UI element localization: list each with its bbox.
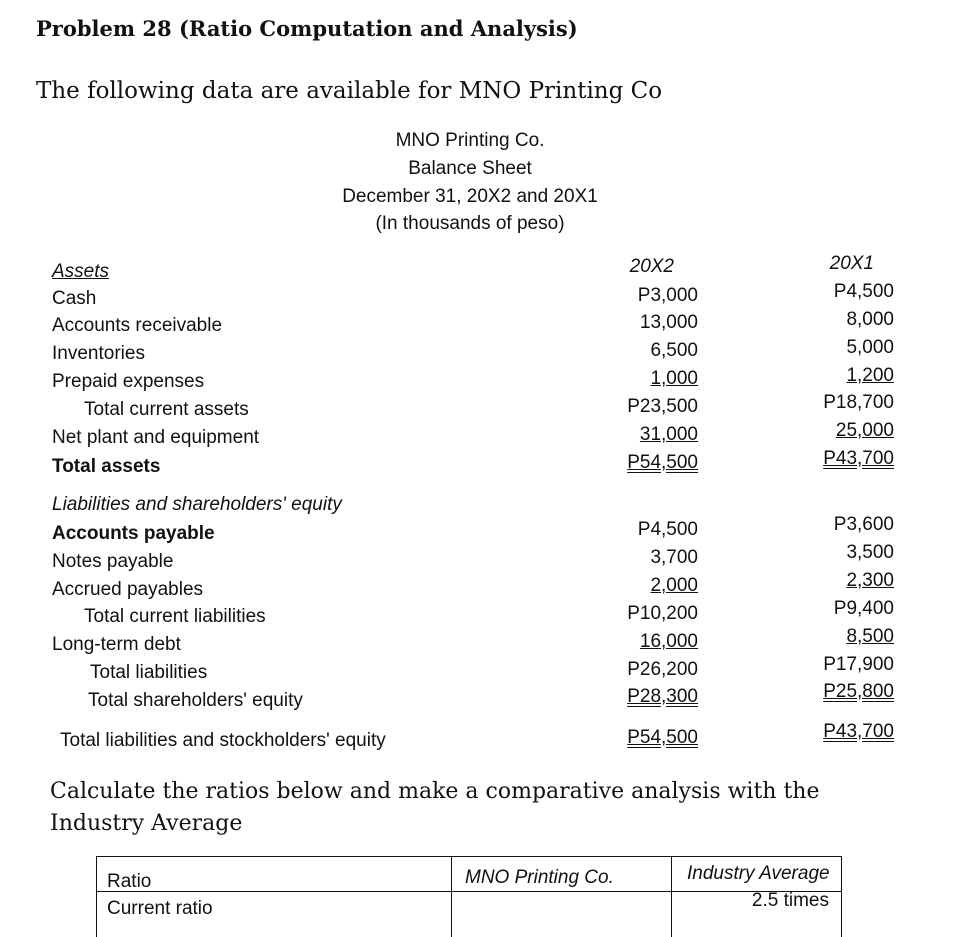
cash-20x2: P3,000 — [637, 285, 698, 306]
total-liabilities-20x2: P26,200 — [627, 659, 698, 680]
column-header-20x1: 20X1 — [829, 253, 874, 274]
table-row-ratio: Current ratio — [107, 898, 213, 919]
net-plant-label: Net plant and equipment — [52, 427, 260, 448]
accrued-payables-20x2: 2,000 — [650, 575, 698, 596]
long-term-debt-label: Long-term debt — [52, 634, 181, 655]
receivables-20x2: 13,000 — [639, 312, 698, 333]
total-liabilities-equity-label: Total liabilities and stockholders' equity — [60, 730, 386, 751]
statement-unit: (In thousands of peso) — [375, 213, 565, 234]
total-current-liabilities-20x2: P10,200 — [627, 603, 698, 624]
accounts-payable-label: Accounts payable — [52, 523, 215, 544]
calculation-instruction: Calculate the ratios below and make a comparative analysis with the Industry Average — [50, 779, 820, 836]
total-current-liabilities-label: Total current liabilities — [84, 606, 266, 627]
total-equity-label: Total shareholders' equity — [88, 690, 303, 711]
liabilities-heading: Liabilities and shareholders' equity — [52, 494, 342, 515]
long-term-debt-20x2: 16,000 — [639, 631, 698, 652]
notes-payable-label: Notes payable — [52, 551, 174, 572]
total-liabilities-equity-20x2: P54,500 — [627, 727, 698, 748]
total-current-liabilities-20x1: P9,400 — [833, 598, 894, 619]
table-header-industry: Industry Average — [687, 863, 830, 884]
table-row-divider — [97, 891, 841, 892]
table-column-divider — [451, 857, 452, 937]
total-equity-20x1: P25,800 — [823, 681, 894, 702]
accrued-payables-20x1: 2,300 — [846, 570, 894, 591]
net-plant-20x1: 25,000 — [835, 420, 894, 441]
inventories-20x2: 6,500 — [650, 340, 698, 361]
total-liabilities-label: Total liabilities — [90, 662, 208, 683]
prepaid-label: Prepaid expenses — [52, 371, 205, 392]
statement-name: Balance Sheet — [408, 158, 532, 179]
problem-title: Problem 28 (Ratio Computation and Analysis) — [36, 16, 578, 41]
inventories-20x1: 5,000 — [846, 337, 894, 358]
net-plant-20x2: 31,000 — [639, 424, 698, 445]
ratio-table — [96, 856, 842, 937]
table-header-mno: MNO Printing Co. — [465, 867, 614, 888]
table-header-ratio: Ratio — [107, 871, 152, 892]
total-assets-20x1: P43,700 — [823, 448, 894, 469]
company-name: MNO Printing Co. — [395, 130, 545, 151]
accounts-payable-20x1: P3,600 — [833, 514, 894, 535]
total-current-assets-20x2: P23,500 — [627, 396, 698, 417]
prepaid-20x1: 1,200 — [846, 365, 894, 386]
notes-payable-20x1: 3,500 — [846, 542, 894, 563]
total-current-assets-20x1: P18,700 — [823, 392, 894, 413]
total-liabilities-20x1: P17,900 — [823, 654, 894, 675]
table-column-divider — [671, 857, 672, 937]
statement-date: December 31, 20X2 and 20X1 — [342, 186, 598, 207]
cash-20x1: P4,500 — [833, 281, 894, 302]
receivables-label: Accounts receivable — [52, 315, 223, 336]
accrued-payables-label: Accrued payables — [52, 579, 204, 600]
receivables-20x1: 8,000 — [846, 309, 894, 330]
intro-text: The following data are available for MNO Printing Co — [36, 78, 663, 104]
total-equity-20x2: P28,300 — [627, 686, 698, 707]
table-row-industry-value: 2.5 times — [751, 890, 829, 911]
total-current-assets-label: Total current assets — [84, 399, 249, 420]
accounts-payable-20x2: P4,500 — [637, 519, 698, 540]
long-term-debt-20x1: 8,500 — [846, 626, 894, 647]
assets-heading: Assets — [52, 261, 110, 282]
column-header-20x2: 20X2 — [629, 256, 674, 277]
notes-payable-20x2: 3,700 — [650, 547, 698, 568]
total-assets-label: Total assets — [52, 456, 161, 477]
total-assets-20x2: P54,500 — [627, 452, 698, 473]
prepaid-20x2: 1,000 — [650, 368, 698, 389]
total-liabilities-equity-20x1: P43,700 — [823, 721, 894, 742]
cash-label: Cash — [52, 288, 97, 309]
inventories-label: Inventories — [52, 343, 145, 364]
